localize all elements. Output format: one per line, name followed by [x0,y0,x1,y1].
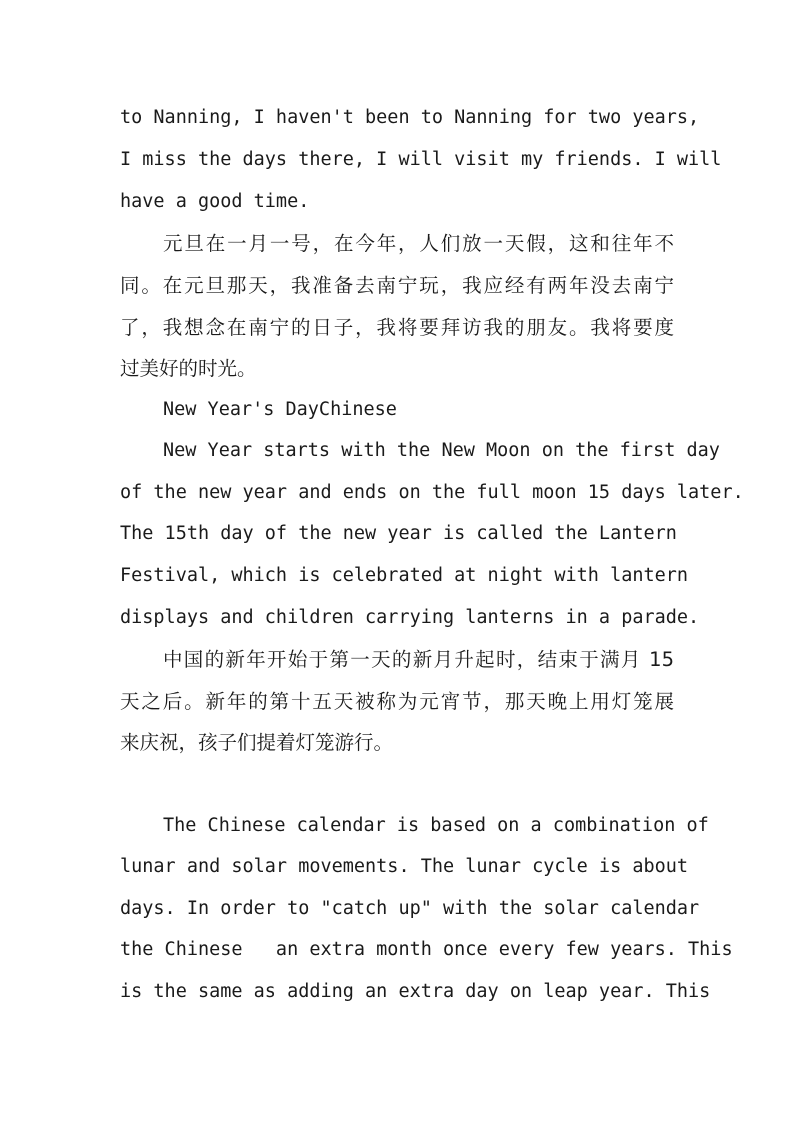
text-line: 中国的新年开始于第一天的新月升起时，结束于满月 15 [163,648,674,671]
text-line: of the new year and ends on the full moon 15 days later. [120,482,744,503]
text-line: lunar and solar movements. The lunar cycle is about [120,856,689,877]
text-line: have a good time. [120,191,310,212]
text-line: New Year starts with the New Moon on the first day [163,440,720,461]
text-line: to Nanning, I haven't been to Nanning for two years, [120,107,700,128]
text-line: is the same as adding an extra day on leap year. This [120,981,711,1002]
text-line: 了，我想念在南宁的日子，我将要拜访我的朋友。我将要度 [120,316,674,339]
text-line: days. In order to "catch up" with the solar calendar [120,898,700,919]
text-line: displays and children carrying lanterns in a parade. [120,607,700,628]
text-line: 同。在元旦那天，我准备去南宁玩，我应经有两年没去南宁 [120,274,674,297]
text-line: 天之后。新年的第十五天被称为元宵节，那天晚上用灯笼展 [120,690,674,713]
text-line: The Chinese calendar is based on a combination of [163,815,709,836]
text-line: I miss the days there, I will visit my friends. I will [120,149,722,170]
text-line: 过美好的时光。 [120,357,257,380]
text-line: The 15th day of the new year is called the Lantern [120,523,677,544]
text-line: the Chinese an extra month once every few years. This [120,939,733,960]
text-line: Festival, which is celebrated at night with lantern [120,565,689,586]
text-line: 元旦在一月一号，在今年，人们放一天假，这和往年不 [163,232,674,255]
text-line: 来庆祝，孩子们提着灯笼游行。 [120,731,394,754]
section-heading: New Year's DayChinese [163,399,397,420]
